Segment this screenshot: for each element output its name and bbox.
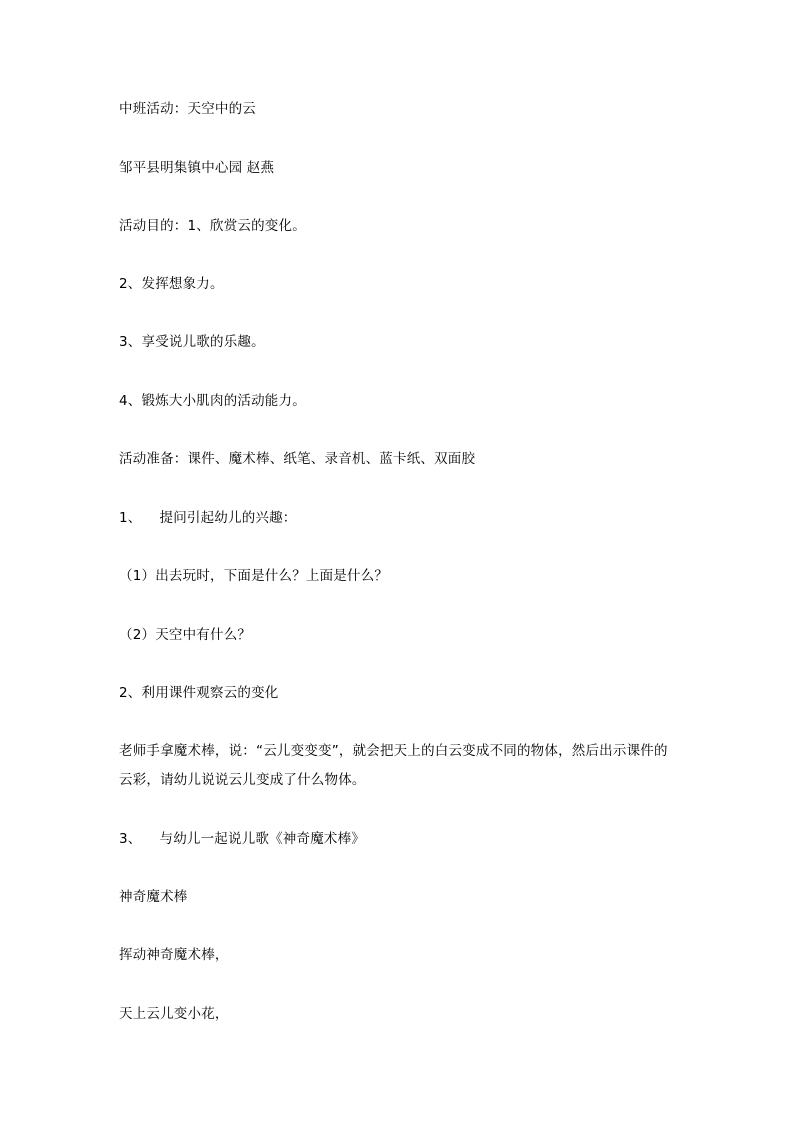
objective-item-2: 2、发挥想象力。 [119,276,224,292]
step-1-heading [119,503,689,533]
step-1-question-1: （1）出去玩时，下面是什么？上面是什么？ [119,568,389,584]
document-title: 中班活动：天空中的云 [119,101,256,117]
step-2-heading: 2、利用课件观察云的变化 [119,685,279,701]
step-3-number: 3、 [119,831,142,847]
poem-title: 神奇魔术棒 [119,889,188,905]
step-1-number: 1、 [119,510,142,526]
poem-line-1: 挥动神奇魔术棒， [119,947,229,963]
step-2-body-line-2: 云彩，请幼儿说说云儿变成了什么物体。 [119,772,366,788]
objective-item-3: 3、享受说儿歌的乐趣。 [119,334,265,350]
step-3-heading [119,824,689,854]
step-1-question-2: （2）天空中有什么？ [119,627,252,643]
step-1-text: 提问引起幼儿的兴趣： [159,510,297,526]
author-line: 邹平县明集镇中心园 赵燕 [119,160,275,176]
step-3-text: 与幼儿一起说儿歌《神奇魔术棒》 [159,831,365,847]
step-2-body-line-1: 老师手拿魔术棒，说：“云儿变变变”，就会把天上的白云变成不同的物体，然后出示课件的 [119,743,668,759]
objective-item-4: 4、锻炼大小肌肉的活动能力。 [119,393,306,409]
objectives-lead: 活动目的：1、欣赏云的变化。 [119,218,306,234]
poem-line-2: 天上云儿变小花， [119,1006,229,1022]
preparation-line: 活动准备：课件、魔术棒、纸笔、录音机、蓝卡纸、双面胶 [119,451,476,467]
